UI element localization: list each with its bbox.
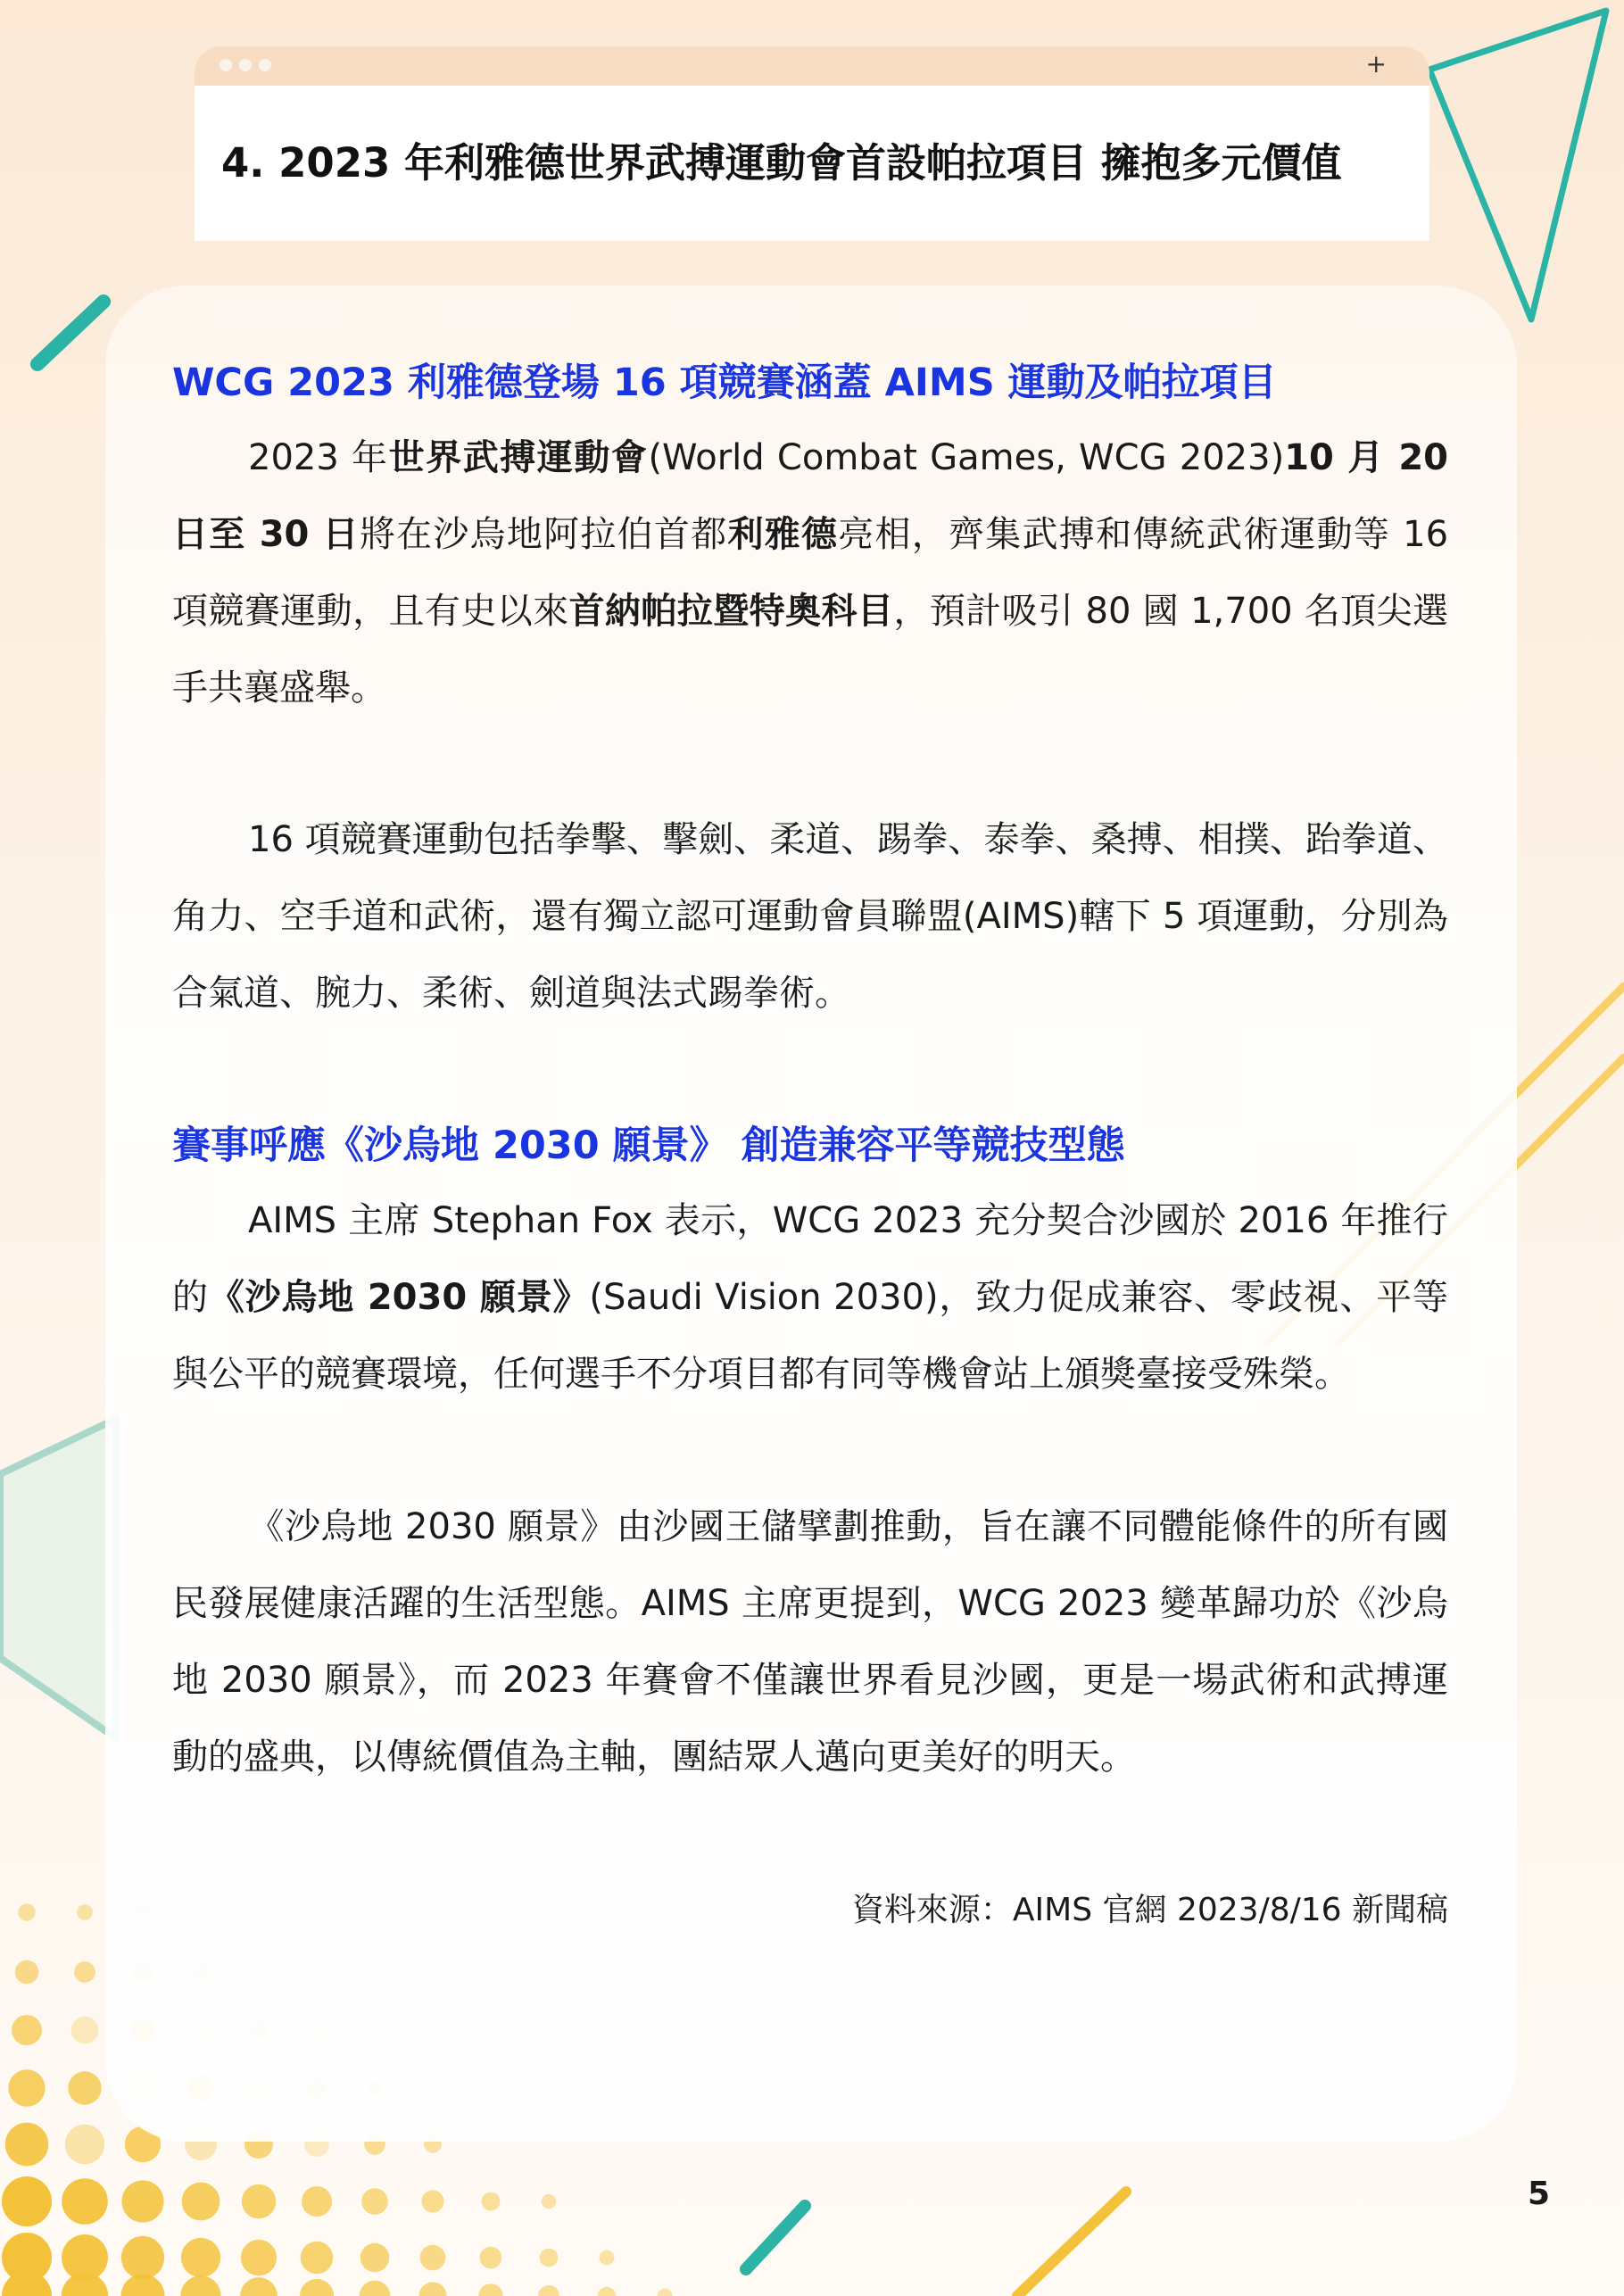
halftone-dot [300, 2279, 334, 2296]
halftone-dot [360, 2243, 389, 2272]
teal-dash-upper-left [37, 302, 104, 364]
halftone-dot [2, 2176, 52, 2226]
teal-triangle-left [0, 1419, 116, 1738]
source-note: 資料來源：AIMS 官網 2023/8/16 新聞稿 [851, 1892, 1448, 1928]
halftone-dot [77, 1904, 93, 1920]
halftone-dot [421, 2190, 443, 2212]
halftone-dot [121, 2275, 165, 2296]
section2-paragraph-1: AIMS 主席 Stephan Fox 表示，WCG 2023 充分契合沙國於 2016 年推行的《沙烏地 2030 願景》(Saudi Vision 2030)，致力促成兼容、零歧視、平等與公平的競賽環境，任何選手不分項目都有同等機會站上頒獎臺接受殊榮。 [172, 1200, 1448, 1395]
halftone-dot [600, 2250, 615, 2266]
halftone-dot [65, 2125, 105, 2165]
halftone-dot [360, 2281, 391, 2296]
halftone-dot [68, 2071, 101, 2104]
page-title: 4. 2023 年利雅德世界武搏運動會首設帕拉項目 擁抱多元價值 [221, 139, 1342, 186]
halftone-dot [480, 2247, 502, 2269]
page-number: 5 [1528, 2176, 1551, 2212]
halftone-dot [658, 2289, 673, 2296]
halftone-dot [540, 2249, 559, 2267]
halftone-dot [62, 2273, 108, 2296]
title-card-body [195, 86, 1429, 241]
halftone-dot [74, 1961, 95, 1983]
halftone-dot [121, 2180, 163, 2222]
title-card-tab [195, 46, 1429, 86]
yellow-dash-bottom [1017, 2192, 1126, 2296]
halftone-dot [598, 2287, 617, 2296]
section2-heading: 賽事呼應《沙烏地 2030 願景》 創造兼容平等競技型態 [172, 1123, 1125, 1168]
halftone-dot [361, 2188, 388, 2215]
halftone-dot [15, 1960, 39, 1985]
halftone-dot [71, 2017, 99, 2044]
section1-paragraph-1: 2023 年世界武搏運動會(World Combat Games, WCG 2023)10 月 20 日至 30 日將在沙烏地阿拉伯首都利雅德亮相，齊集武搏和傳統武術運動等 16 項競賽運動，且有史以來首納帕拉暨特奧科目，預計吸引 80 國 1,700 名頂尖選手共襄盛舉。 [172, 437, 1449, 709]
halftone-dot [420, 2245, 446, 2271]
halftone-dot [180, 2275, 220, 2296]
halftone-dot [8, 2069, 45, 2106]
halftone-dot [242, 2184, 276, 2218]
halftone-dot [542, 2194, 556, 2209]
teal-triangle-outline [1429, 11, 1606, 319]
halftone-dot [301, 2242, 333, 2274]
section1-heading: WCG 2023 利雅德登場 16 項競賽涵蓋 AIMS 運動及帕拉項目 [172, 361, 1277, 405]
halftone-dot [12, 2015, 42, 2045]
section2-paragraph-2: 《沙烏地 2030 願景》由沙國王儲擘劃推動，旨在讓不同體能條件的所有國民發展健康活躍的生活型態。AIMS 主席更提到，WCG 2023 變革歸功於《沙烏地 2030 願景》，而 2023 年賽會不僅讓世界看見沙國，更是一場武術和武搏運動的盛典，以傳統價值為主軸，團結眾人邁向更美好的明天。 [172, 1506, 1448, 1778]
window-dots [220, 59, 271, 71]
halftone-dot [121, 2236, 164, 2279]
halftone-dot [62, 2178, 108, 2225]
halftone-dot [418, 2282, 446, 2296]
halftone-dot [240, 2277, 278, 2296]
halftone-dot [482, 2192, 501, 2211]
halftone-dot [181, 2238, 220, 2277]
halftone-dot [182, 2183, 220, 2221]
title-card [195, 46, 1429, 241]
plus-icon: + [1365, 49, 1387, 79]
halftone-dot [302, 2186, 332, 2217]
halftone-dot [5, 2123, 49, 2167]
halftone-dot [241, 2240, 277, 2275]
halftone-dot [538, 2285, 559, 2296]
section1-paragraph-2: 16 項競賽運動包括拳擊、擊劍、柔道、踢拳、泰拳、桑搏、相撲、跆拳道、角力、空手道和武術，還有獨立認可運動會員聯盟(AIMS)轄下 5 項運動，分別為合氣道、腕力、柔術、劍道與法式踢拳術。 [172, 819, 1448, 1014]
teal-dash-bottom [746, 2206, 805, 2269]
halftone-dot [478, 2284, 503, 2296]
halftone-dot [18, 1903, 35, 1920]
